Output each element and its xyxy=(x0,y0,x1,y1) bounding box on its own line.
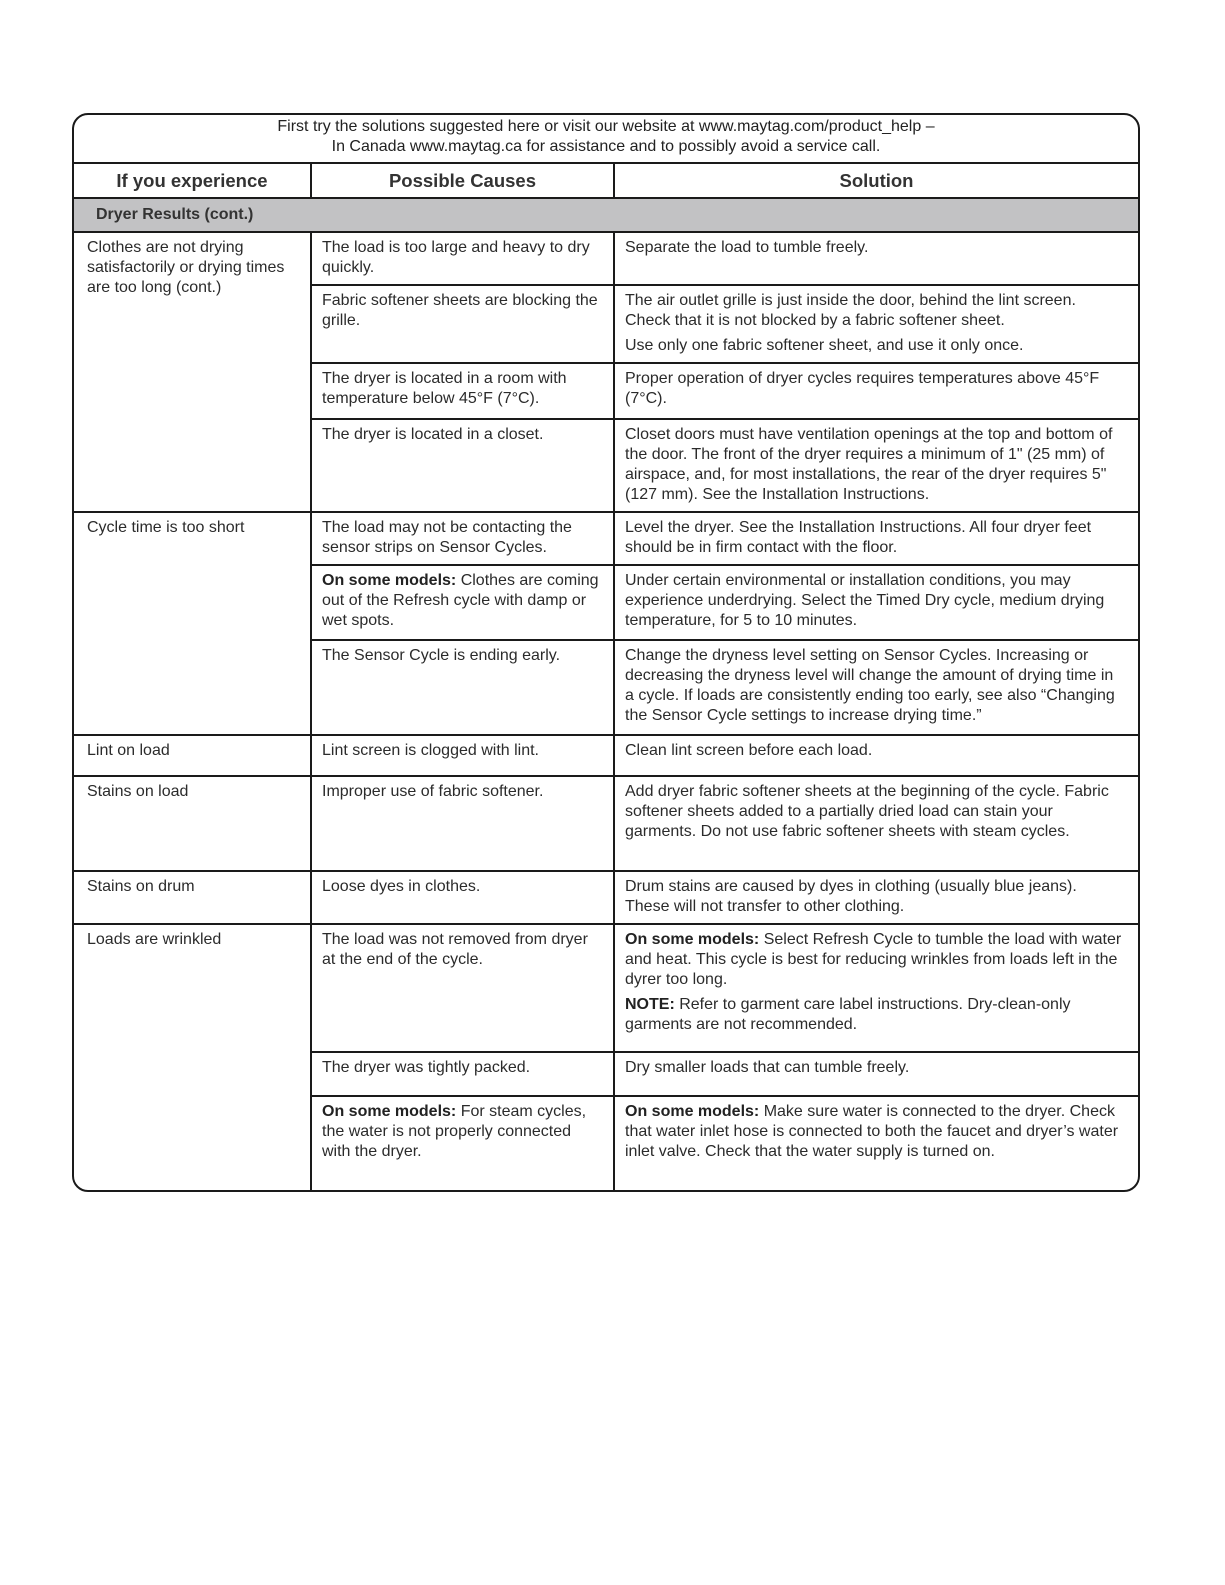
cell-text: The dryer was tightly packed. xyxy=(322,1059,531,1076)
intro-line-2: In Canada www.maytag.ca for assistance and to possibly avoid a service call. xyxy=(331,138,881,155)
cell-text: Change the dryness level setting on Sensor Cycles. Increasing or decreasing the dryness level will change the amount of drying time in a cycle. If loads are consistently ending too early, see also “Changing the Sensor Cycle settings to increase drying time.” xyxy=(625,647,1115,724)
troubleshooting-table-frame xyxy=(72,113,1140,1192)
emphasis-label: On some models: xyxy=(322,1103,457,1120)
cause-cell xyxy=(311,924,614,1052)
solution-cell xyxy=(614,512,1138,565)
cell-text: Loose dyes in clothes. xyxy=(322,878,481,895)
solution-cell xyxy=(614,924,1138,1052)
cell-text: Use only one fabric softener sheet, and use it only once. xyxy=(625,337,1024,354)
solution-paragraph xyxy=(625,291,1125,331)
cell-text: The load was not removed from dryer at the end of the cycle. xyxy=(322,931,588,968)
cell-text: The dryer is located in a room with temperature below 45°F (7°C). xyxy=(322,370,567,407)
cell-text: Drum stains are caused by dyes in clothing (usually blue jeans). These will not transfer to other clothing. xyxy=(625,878,1077,915)
solution-cell xyxy=(614,363,1138,419)
cause-cell xyxy=(311,512,614,565)
solution-paragraph xyxy=(625,1058,1125,1078)
solution-paragraph xyxy=(625,646,1125,726)
cell-text: Separate the load to tumble freely. xyxy=(625,239,869,256)
header-experience: If you experience xyxy=(74,164,311,198)
solution-cell xyxy=(614,232,1138,285)
section-title: Dryer Results (cont.) xyxy=(74,198,1138,232)
cause-cell xyxy=(311,565,614,640)
solution-paragraph xyxy=(625,782,1125,842)
solution-cell xyxy=(614,565,1138,640)
cell-text: Refer to garment care label instructions. Dry-clean-only garments are not recommended. xyxy=(625,996,1071,1033)
emphasis-label: NOTE: xyxy=(625,996,675,1013)
troubleshooting-table xyxy=(74,164,1138,1192)
solution-paragraph xyxy=(625,1102,1125,1162)
cell-text: The dryer is located in a closet. xyxy=(322,426,544,443)
intro-line-1: First try the solutions suggested here or visit our website at www.maytag.com/product_help – xyxy=(277,118,935,135)
section-row xyxy=(74,198,1138,232)
solution-cell xyxy=(614,1052,1138,1096)
cell-text: Clean lint screen before each load. xyxy=(625,742,873,759)
cell-text: Select Refresh Cycle to tumble the load with water and heat. This cycle is best for reducing wrinkles from loads left in the dyrer too long. xyxy=(625,931,1122,988)
solution-paragraph xyxy=(625,995,1125,1035)
emphasis-label: On some models: xyxy=(625,931,760,948)
table-row xyxy=(74,924,1138,1052)
cell-text: Clothes are coming out of the Refresh cycle with damp or wet spots. xyxy=(322,572,599,629)
experience-cell: Stains on load xyxy=(74,776,311,871)
solution-cell xyxy=(614,776,1138,871)
cell-text: For steam cycles, the water is not properly connected with the dryer. xyxy=(322,1103,587,1160)
cell-text: The load may not be contacting the sensor strips on Sensor Cycles. xyxy=(322,519,572,556)
cause-cell xyxy=(311,735,614,776)
header-solution: Solution xyxy=(614,164,1138,198)
cause-cell xyxy=(311,871,614,924)
cause-cell xyxy=(311,1052,614,1096)
table-row xyxy=(74,232,1138,285)
cause-cell xyxy=(311,285,614,363)
cell-text: Dry smaller loads that can tumble freely. xyxy=(625,1059,910,1076)
cell-text: Closet doors must have ventilation openings at the top and bottom of the door. The front of the dryer requires a minimum of 1" (25 mm) of airspace, and, for most installations, the rear of the dryer requires 5" (127 mm). See the Installation Instructions. xyxy=(625,426,1113,503)
solution-paragraph xyxy=(625,571,1125,631)
solution-cell xyxy=(614,419,1138,512)
cell-text: Add dryer fabric softener sheets at the beginning of the cycle. Fabric softener sheets added to a partially dried load can stain your garments. Do not use fabric softener sheets with steam cycles. xyxy=(625,783,1109,840)
header-causes: Possible Causes xyxy=(311,164,614,198)
solution-paragraph xyxy=(625,741,1125,761)
header-row xyxy=(74,164,1138,198)
emphasis-label: On some models: xyxy=(322,572,457,589)
solution-paragraph xyxy=(625,930,1125,990)
cell-text: The load is too large and heavy to dry quickly. xyxy=(322,239,590,276)
experience-cell: Loads are wrinkled xyxy=(74,924,311,1192)
solution-paragraph xyxy=(625,238,1125,258)
cause-cell xyxy=(311,232,614,285)
cause-cell xyxy=(311,640,614,735)
table-row xyxy=(74,871,1138,924)
cell-text: Fabric softener sheets are blocking the grille. xyxy=(322,292,598,329)
cell-text: Under certain environmental or installation conditions, you may experience underdrying. Select the Timed Dry cycle, medium drying temperature, for 5 to 10 minutes. xyxy=(625,572,1105,629)
solution-cell xyxy=(614,285,1138,363)
solution-paragraph xyxy=(625,336,1125,356)
table-row xyxy=(74,735,1138,776)
experience-cell: Stains on drum xyxy=(74,871,311,924)
solution-cell xyxy=(614,871,1138,924)
emphasis-label: On some models: xyxy=(625,1103,760,1120)
cell-text: Improper use of fabric softener. xyxy=(322,783,544,800)
experience-cell: Lint on load xyxy=(74,735,311,776)
solution-paragraph xyxy=(625,518,1125,558)
intro-note xyxy=(74,115,1138,164)
solution-cell xyxy=(614,735,1138,776)
experience-cell: Clothes are not drying satisfactorily or drying times are too long (cont.) xyxy=(74,232,311,512)
cell-text: Proper operation of dryer cycles requires temperatures above 45°F (7°C). xyxy=(625,370,1100,407)
table-row xyxy=(74,776,1138,871)
solution-cell xyxy=(614,1096,1138,1192)
cause-cell xyxy=(311,419,614,512)
cause-cell xyxy=(311,776,614,871)
table-row xyxy=(74,512,1138,565)
solution-cell xyxy=(614,640,1138,735)
cell-text: The Sensor Cycle is ending early. xyxy=(322,647,561,664)
solution-paragraph xyxy=(625,425,1125,505)
cell-text: Make sure water is connected to the dryer. Check that water inlet hose is connected to both the faucet and dryer’s water inlet valve. Check that the water supply is turned on. xyxy=(625,1103,1119,1160)
cell-text: Lint screen is clogged with lint. xyxy=(322,742,539,759)
experience-cell: Cycle time is too short xyxy=(74,512,311,735)
cause-cell xyxy=(311,363,614,419)
solution-paragraph xyxy=(625,369,1125,409)
cause-cell xyxy=(311,1096,614,1192)
cell-text: Level the dryer. See the Installation Instructions. All four dryer feet should be in firm contact with the floor. xyxy=(625,519,1092,556)
solution-paragraph xyxy=(625,877,1125,917)
cell-text: The air outlet grille is just inside the door, behind the lint screen. Check that it is not blocked by a fabric softener sheet. xyxy=(625,292,1076,329)
